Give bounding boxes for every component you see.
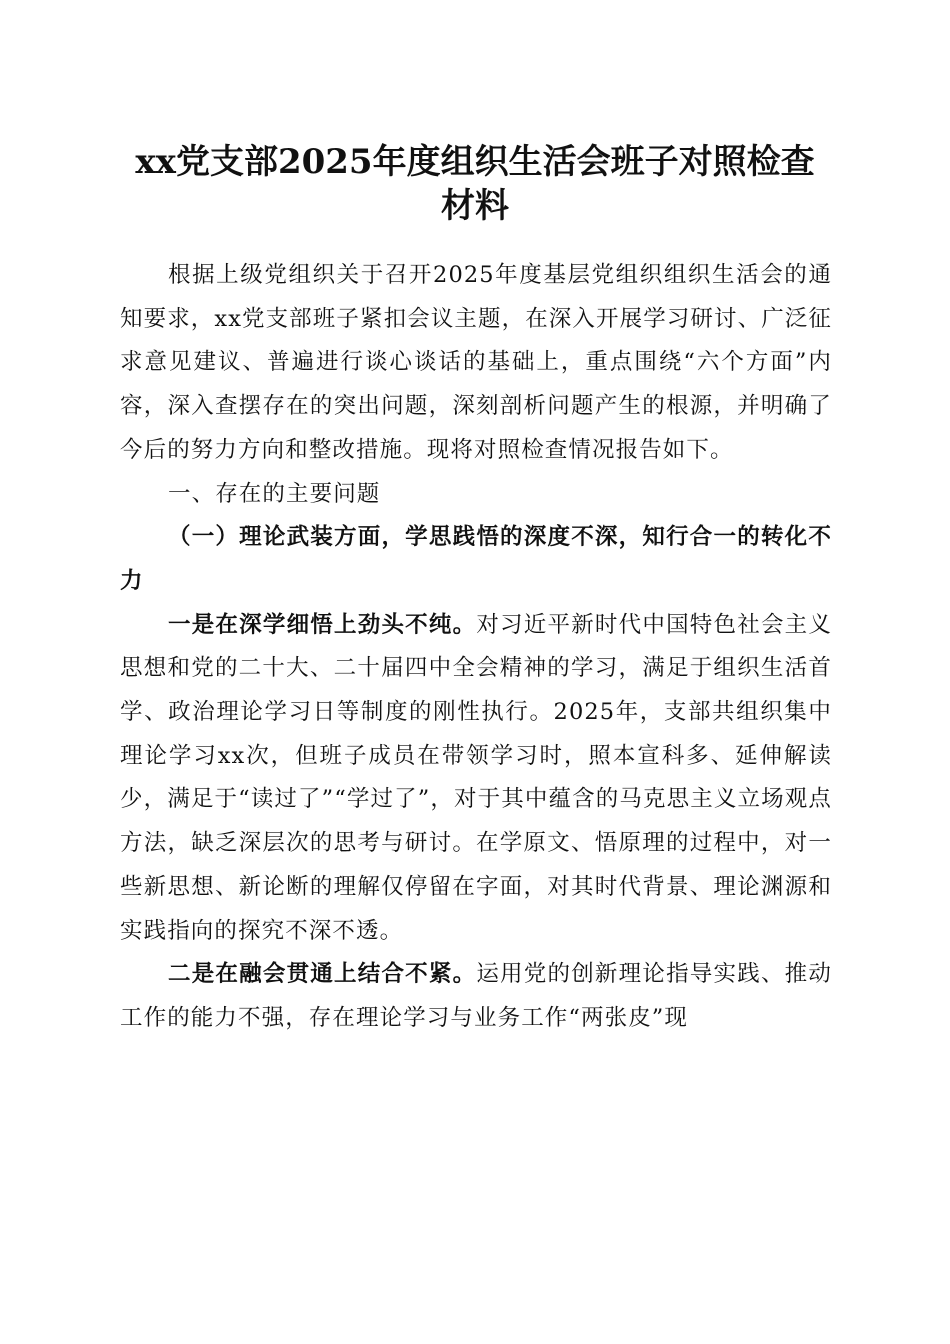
section-heading-problems: 一、存在的主要问题 — [168, 480, 381, 507]
point-2-lead: 二是在融会贯通上结合不紧。 — [168, 961, 477, 988]
point-paragraph-2 — [120, 953, 832, 1040]
point-paragraph-1 — [120, 604, 832, 954]
point-2-text: 运用党的创新理论指导实践、推动工作的能力不强，存在理论学习与业务工作“两张皮”现 — [120, 961, 832, 1031]
document-body — [120, 254, 832, 1041]
intro-paragraph: 根据上级党组织关于召开2025年度基层党组织组织生活会的通知要求，xx党支部班子紧扣会议主题，在深入开展学习研讨、广泛征求意见建议、普遍进行谈心谈话的基础上，重点围绕“六个方面”内容，深入查摆存在的突出问题，深刻剖析问题产生的根源，并明确了今后的努力方向和整改措施。现将对照检查情况报告如下。 — [120, 262, 832, 463]
point-1-lead: 一是在深学细悟上劲头不纯。 — [168, 611, 477, 638]
document-title-line-2: 材料 — [441, 186, 509, 226]
subsection-heading-theory: （一）理论武装方面，学思践悟的深度不深，知行合一的转化不力 — [120, 524, 832, 594]
point-1-text: 对习近平新时代中国特色社会主义思想和党的二十大、二十届四中全会精神的学习，满足于组织生活首学、政治理论学习日等制度的刚性执行。2025年，支部共组织集中理论学习xx次，但班子成员在带领学习时，照本宣科多、延伸解读少，满足于“读过了”“学过了”，对于其中蕴含的马克思主义立场观点方法，缺乏深层次的思考与研讨。在学原文、悟原理的过程中，对一些新思想、新论断的理解仅停留在字面，对其时代背景、理论渊源和实践指向的探究不深不透。 — [120, 611, 832, 944]
document-title-line-1: xx党支部2025年度组织生活会班子对照检查 — [135, 142, 815, 182]
